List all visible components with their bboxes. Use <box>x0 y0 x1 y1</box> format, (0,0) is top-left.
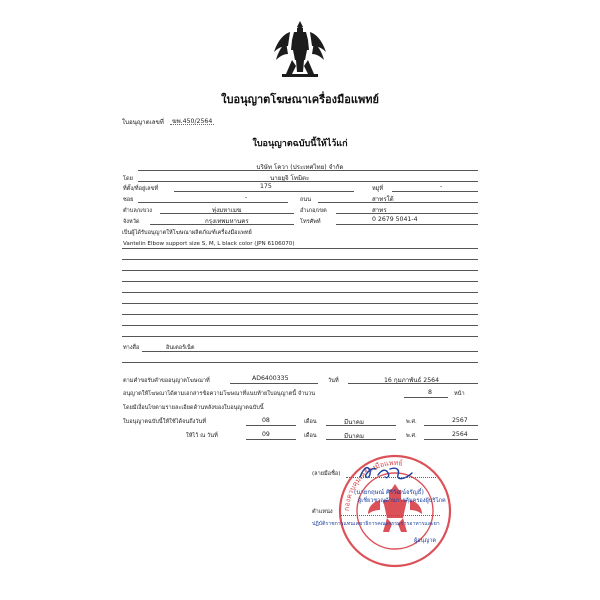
position-label: ตำแหน่ง <box>312 509 333 515</box>
conditions-text: โดยมีเงื่อนไขตามรายละเอียดด้านหลังของใบอนุญาตฉบับนี้ <box>123 405 264 411</box>
address-no: 175 <box>260 183 272 190</box>
province-label: จังหวัด <box>123 219 140 225</box>
pages-text: อนุญาตให้โฆษณาได้ตามเอกสารข้อความโฆษณาที่แนบท้ายใบอนุญาตนี้ จำนวน <box>123 391 316 397</box>
request-number: AD6400335 <box>252 375 289 382</box>
moo: - <box>440 183 443 190</box>
issued-day: 09 <box>262 431 270 438</box>
subdistrict-label: ตำบล/แขวง <box>123 208 152 214</box>
handwritten-signature <box>356 461 416 483</box>
by-value: นายยูจิ โทมิตะ <box>270 175 310 182</box>
issued-year: 2564 <box>452 431 468 438</box>
valid-until-label: ใบอนุญาตฉบับนี้ให้ใช้ได้จนถึงวันที่ <box>123 419 207 425</box>
valid-until-year: 2567 <box>452 417 468 424</box>
signer-title-3: ผู้อนุญาต <box>414 538 437 544</box>
signature-label: (ลายมือชื่อ) <box>312 471 341 477</box>
address-no-label: ที่ตั้ง/ที่อยู่เลขที่ <box>123 186 159 192</box>
issued-label: ให้ไว้ ณ วันที่ <box>186 433 218 439</box>
valid-until-day: 08 <box>262 417 270 424</box>
road: สาทรใต้ <box>372 196 394 203</box>
document-title: ใบอนุญาตโฆษณาเครื่องมือแพทย์ <box>221 93 379 106</box>
product-label: เป็นผู้ได้รับอนุญาตให้โฆษณาผลิตภัณฑ์เครื่องมือแพทย์ <box>122 230 252 236</box>
signer-title-2: ปฏิบัติราชการแทนเลขาธิการคณะกรรมการอาหารและยา <box>312 521 440 527</box>
license-no-label: ใบอนุญาตเลขที่ <box>122 119 164 126</box>
valid-until-year-label: พ.ศ. <box>406 419 417 425</box>
stamp-text: กองควบคุมเครื่องมือแพทย์ <box>342 458 403 512</box>
by-label: โดย <box>123 176 133 182</box>
garuda-emblem <box>268 18 332 82</box>
district: สาทร <box>372 207 387 214</box>
pages-count: 8 <box>428 389 432 396</box>
road-label: ถนน <box>300 197 312 203</box>
document-subtitle: ใบอนุญาตฉบับนี้ให้ไว้แก่ <box>252 139 348 149</box>
subdistrict: ทุ่งมหาเมฆ <box>212 207 242 214</box>
moo-label: หมู่ที่ <box>372 186 384 192</box>
issued-year-label: พ.ศ. <box>406 433 417 439</box>
pages-unit: หน้า <box>454 391 465 397</box>
channel-value: อินเตอร์เน็ต <box>166 345 195 351</box>
province: กรุงเทพมหานคร <box>205 218 249 225</box>
phone-label: โทรศัพท์ <box>300 219 321 225</box>
soi-label: ซอย <box>123 197 134 203</box>
issued-month-label: เดือน <box>304 433 317 439</box>
signer-title-1: ผู้เชี่ยวชาญด้านการคุ้มครองผู้บริโภค <box>358 498 446 504</box>
request-label: ตามคำขอรับคำขออนุญาตโฆษณาที่ <box>123 378 210 384</box>
channel-label: ทางสื่อ <box>123 345 140 351</box>
phone: 0 2679 5041-4 <box>372 216 418 223</box>
soi: - <box>245 194 248 201</box>
product-value: Vantelin Elbow support size S, M, L black color (JPN 6106070) <box>123 241 295 247</box>
district-label: อำเภอ/เขต <box>300 208 327 214</box>
valid-until-month: มีนาคม <box>344 419 365 426</box>
valid-until-month-label: เดือน <box>304 419 317 425</box>
company-name: บริษัท โควา (ประเทศไทย) จำกัด <box>256 164 344 171</box>
signer-name: (นายกฤษณ์ ศิริวัฒน์จรัญธิ์) <box>354 489 424 496</box>
license-no: ฆพ.450/2564 <box>172 118 213 125</box>
request-date-label: วันที่ <box>328 378 339 384</box>
request-date: 16 กุมภาพันธ์ 2564 <box>384 377 440 384</box>
issued-month: มีนาคม <box>344 433 365 440</box>
